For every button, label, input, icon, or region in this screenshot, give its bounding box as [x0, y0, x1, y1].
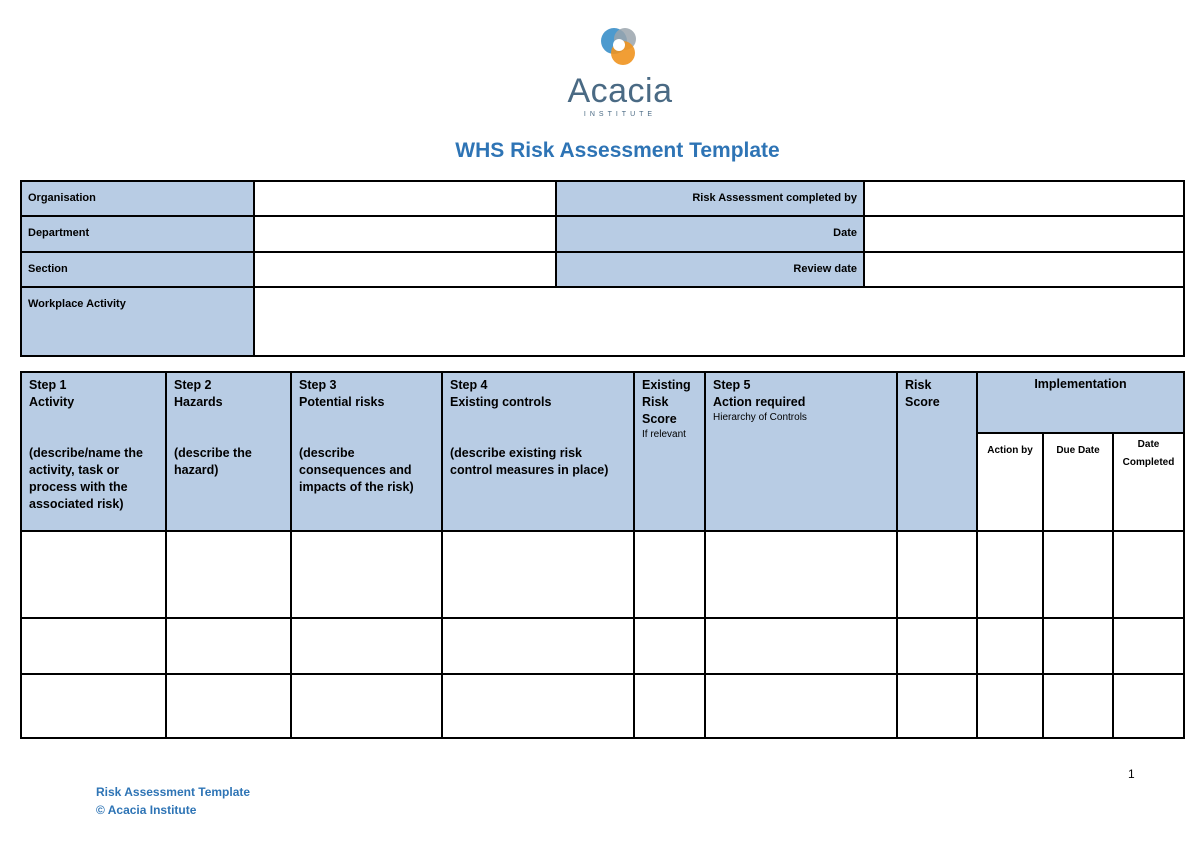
table-row [21, 618, 1184, 674]
step3-header [291, 372, 442, 531]
step5-label: Step 5 [713, 378, 751, 392]
date-field[interactable] [864, 216, 1184, 252]
table-cell[interactable] [634, 674, 705, 738]
table-row [21, 674, 1184, 738]
table-cell[interactable] [977, 618, 1043, 674]
step1-header [21, 372, 166, 531]
risk-score-header [897, 372, 977, 531]
organisation-label: Organisation [21, 181, 254, 216]
acacia-logo [560, 20, 680, 120]
table-cell[interactable] [291, 618, 442, 674]
existing-risk-header [634, 372, 705, 531]
risk-table [20, 371, 1185, 739]
step2-header [166, 372, 291, 531]
existing-risk-note: If relevant [642, 429, 686, 440]
info-table [20, 180, 1185, 357]
table-cell[interactable] [977, 531, 1043, 618]
existing-risk-line3: Score [642, 412, 677, 426]
department-field[interactable] [254, 216, 556, 252]
table-cell[interactable] [21, 531, 166, 618]
table-cell[interactable] [897, 531, 977, 618]
logo-subtitle: INSTITUTE [583, 111, 657, 118]
step5-header [705, 372, 897, 531]
step1-label: Step 1 [29, 378, 67, 392]
page-number: 1 [1128, 767, 1135, 781]
table-cell[interactable] [705, 674, 897, 738]
due-date-header: Due Date [1043, 433, 1113, 531]
action-by-header: Action by [977, 433, 1043, 531]
date-completed-header [1113, 433, 1184, 531]
table-row [21, 531, 1184, 618]
footer [96, 783, 250, 819]
completed-by-field[interactable] [864, 181, 1184, 216]
table-cell[interactable] [705, 531, 897, 618]
step2-desc: (describe the hazard) [174, 446, 252, 477]
table-cell[interactable] [1043, 618, 1113, 674]
table-cell[interactable] [1113, 674, 1184, 738]
table-cell[interactable] [705, 618, 897, 674]
table-cell[interactable] [1113, 531, 1184, 618]
step2-label: Step 2 [174, 378, 212, 392]
table-cell[interactable] [21, 618, 166, 674]
acacia-logo-icon [592, 20, 648, 76]
step4-desc: (describe existing risk control measures in place) [450, 446, 609, 477]
table-cell[interactable] [442, 674, 634, 738]
table-cell[interactable] [442, 531, 634, 618]
step3-desc: (describe consequences and impacts of the risk) [299, 446, 414, 494]
step3-label: Step 3 [299, 378, 337, 392]
workplace-activity-label: Workplace Activity [21, 287, 254, 356]
section-field[interactable] [254, 252, 556, 287]
date-completed-line2: Completed [1122, 457, 1175, 468]
step3-title: Potential risks [299, 395, 385, 409]
table-cell[interactable] [897, 618, 977, 674]
review-date-field[interactable] [864, 252, 1184, 287]
table-cell[interactable] [897, 674, 977, 738]
footer-line2: © Acacia Institute [96, 803, 197, 817]
step1-title: Activity [29, 395, 75, 409]
table-cell[interactable] [1043, 674, 1113, 738]
existing-risk-line2: Risk [642, 395, 669, 409]
step4-label: Step 4 [450, 378, 488, 392]
workplace-activity-field[interactable] [254, 287, 1184, 356]
footer-line1: Risk Assessment Template [96, 785, 251, 799]
table-cell[interactable] [166, 531, 291, 618]
step5-title: Action required [713, 395, 806, 409]
logo-name: Acacia [567, 72, 673, 110]
implementation-header: Implementation [977, 372, 1184, 433]
table-cell[interactable] [166, 674, 291, 738]
table-cell[interactable] [634, 531, 705, 618]
step2-title: Hazards [174, 395, 223, 409]
step1-desc: (describe/name the activity, task or process with the associated risk) [29, 446, 143, 511]
date-label: Date [556, 216, 864, 252]
table-cell[interactable] [166, 618, 291, 674]
table-cell[interactable] [291, 531, 442, 618]
department-label: Department [21, 216, 254, 252]
table-cell[interactable] [1043, 531, 1113, 618]
organisation-field[interactable] [254, 181, 556, 216]
page-title: WHS Risk Assessment Template [455, 139, 780, 162]
step4-title: Existing controls [450, 395, 552, 409]
table-cell[interactable] [1113, 618, 1184, 674]
table-cell[interactable] [634, 618, 705, 674]
table-cell[interactable] [21, 674, 166, 738]
table-cell[interactable] [291, 674, 442, 738]
table-cell[interactable] [977, 674, 1043, 738]
table-cell[interactable] [442, 618, 634, 674]
review-date-label: Review date [556, 252, 864, 287]
risk-score-label: Risk Score [905, 378, 940, 409]
section-label: Section [21, 252, 254, 287]
completed-by-label: Risk Assessment completed by [556, 181, 864, 216]
existing-risk-line1: Existing [642, 378, 691, 392]
date-completed-line1: Date [1137, 439, 1160, 450]
step4-header [442, 372, 634, 531]
step5-note: Hierarchy of Controls [713, 412, 807, 423]
